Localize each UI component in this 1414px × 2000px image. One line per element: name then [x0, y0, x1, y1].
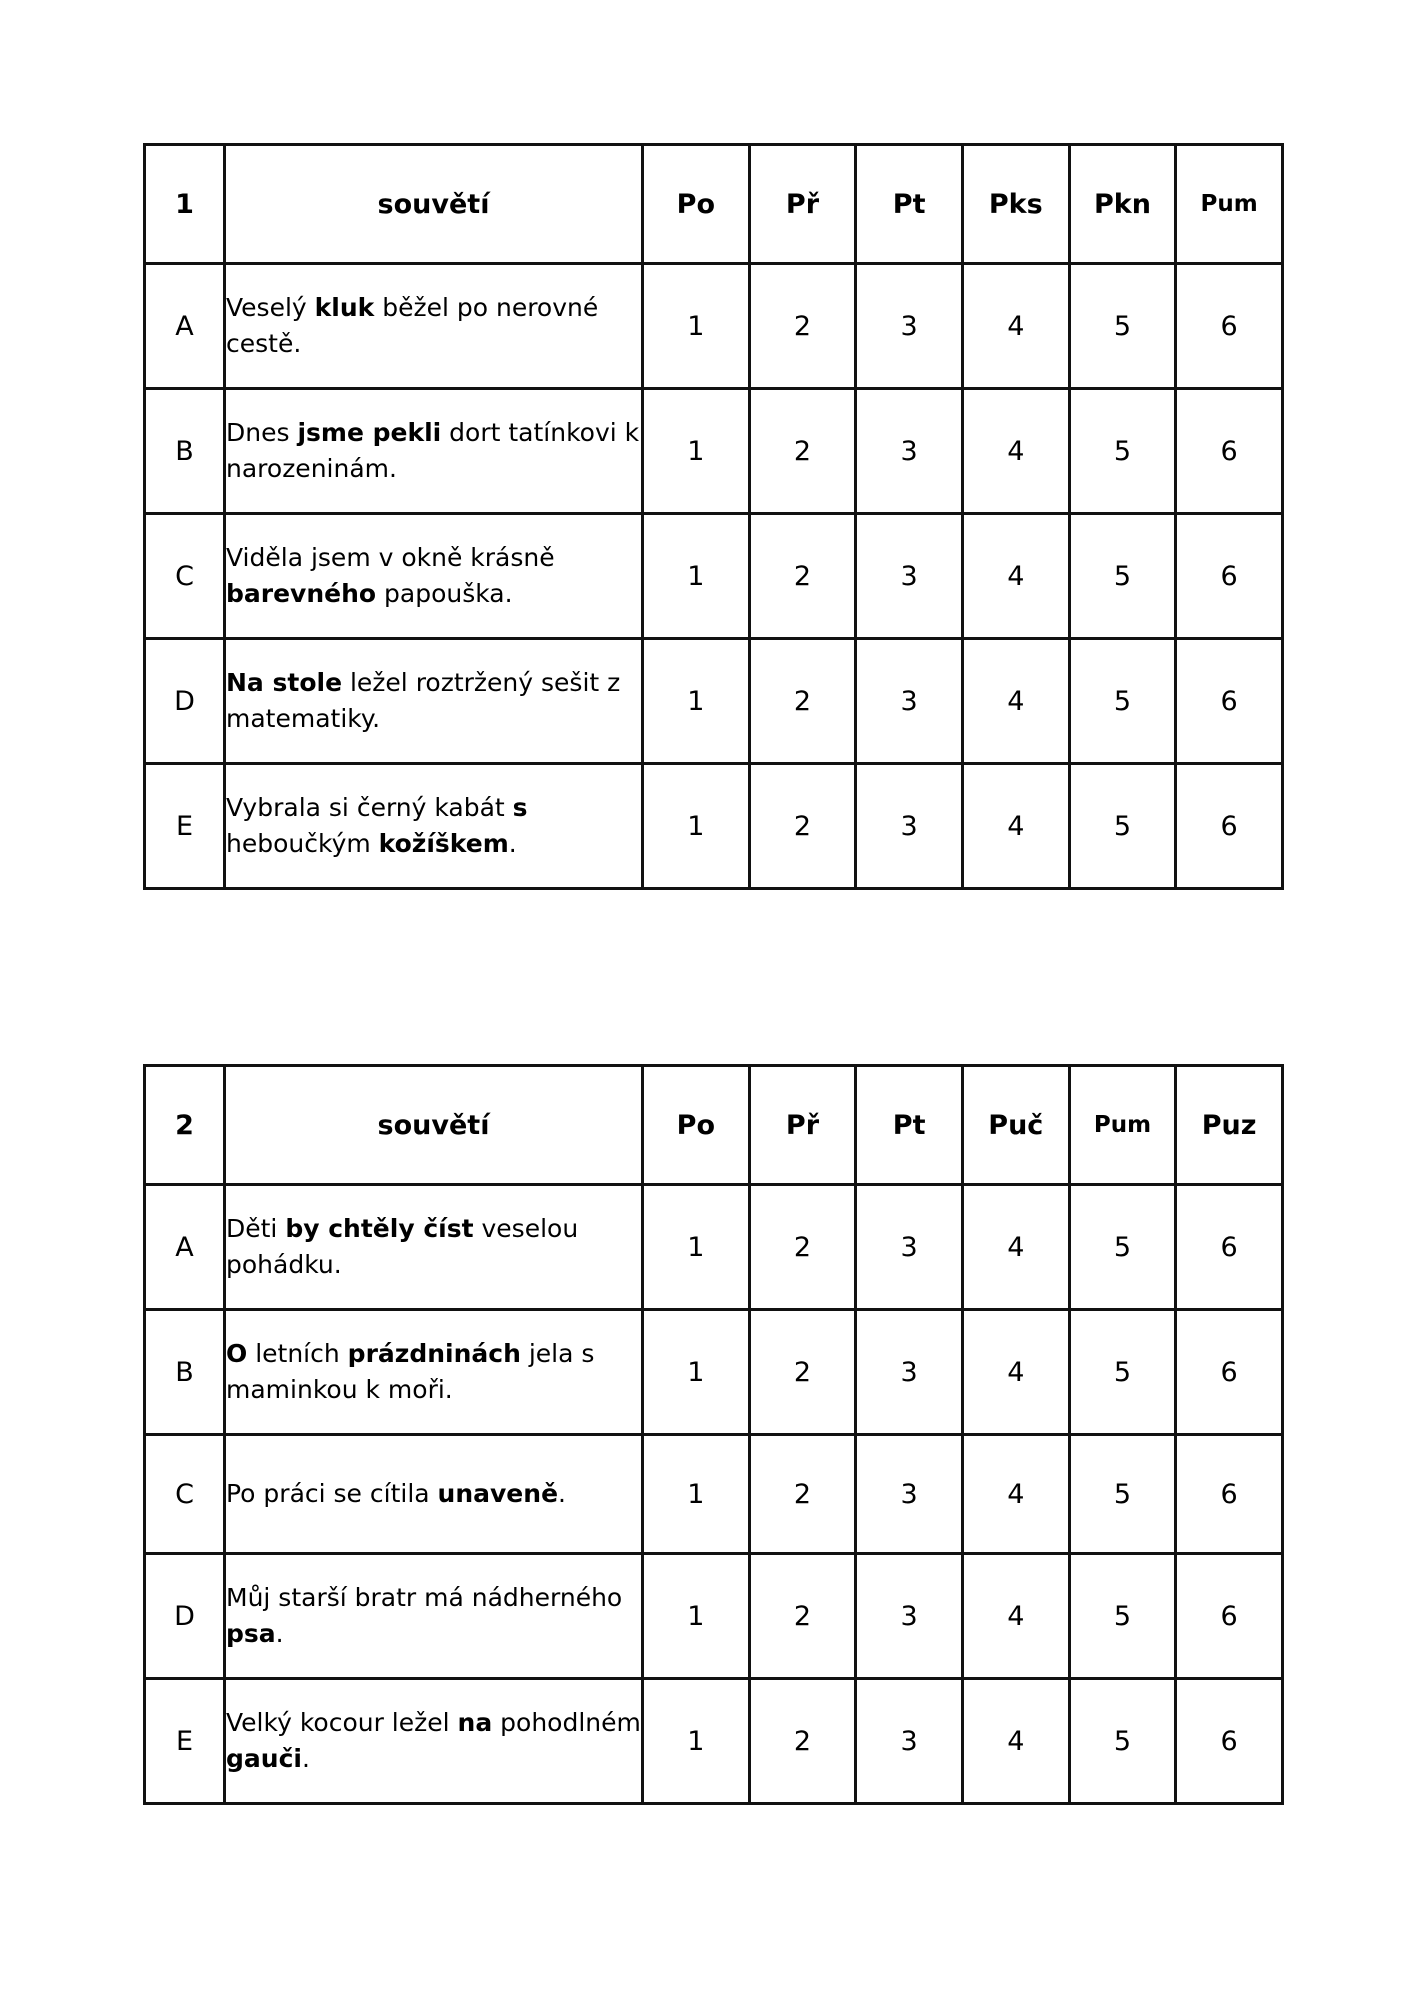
sentence-text: jela s maminkou k moři.	[226, 1339, 595, 1404]
highlighted-word: by chtěly číst	[285, 1214, 474, 1243]
table-row	[145, 389, 1283, 514]
highlighted-word: na	[457, 1708, 493, 1737]
sentence-text: veselou pohádku.	[226, 1214, 579, 1279]
sentence-cell	[225, 764, 643, 889]
option-number[interactable]: 1	[643, 639, 750, 764]
option-number[interactable]: 5	[1069, 1310, 1176, 1435]
row-letter: E	[145, 1679, 225, 1804]
option-number[interactable]: 3	[856, 639, 963, 764]
option-number[interactable]: 4	[962, 1435, 1069, 1554]
row-letter: D	[145, 639, 225, 764]
option-number[interactable]: 4	[962, 1185, 1069, 1310]
option-number[interactable]: 3	[856, 264, 963, 389]
sentence-text: Velký kocour ležel	[226, 1708, 458, 1737]
option-header: Pt	[856, 145, 963, 264]
option-number[interactable]: 6	[1176, 1435, 1283, 1554]
sentence-cell	[225, 1554, 643, 1679]
option-number[interactable]: 1	[643, 1185, 750, 1310]
option-number[interactable]: 2	[749, 264, 856, 389]
option-number[interactable]: 4	[962, 1310, 1069, 1435]
option-number[interactable]: 5	[1069, 1435, 1176, 1554]
option-header: Puč	[962, 1066, 1069, 1185]
row-letter: C	[145, 514, 225, 639]
sentence-text: letních	[247, 1339, 348, 1368]
table-row	[145, 1679, 1283, 1804]
sentence-text: .	[275, 1619, 284, 1648]
sentence-text: Po práci se cítila	[226, 1479, 438, 1508]
option-number[interactable]: 2	[749, 389, 856, 514]
option-number[interactable]: 5	[1069, 389, 1176, 514]
highlighted-word: barevného	[226, 579, 377, 608]
option-number[interactable]: 6	[1176, 1310, 1283, 1435]
table-row	[145, 1435, 1283, 1554]
sentence-cell	[225, 514, 643, 639]
option-number[interactable]: 1	[643, 1554, 750, 1679]
table-number: 2	[145, 1066, 225, 1185]
sentence-cell	[225, 639, 643, 764]
row-letter: A	[145, 1185, 225, 1310]
highlighted-word: Na stole	[226, 668, 343, 697]
sentence-text: .	[301, 1744, 310, 1773]
sentence-cell	[225, 264, 643, 389]
option-number[interactable]: 1	[643, 1679, 750, 1804]
option-number[interactable]: 6	[1176, 514, 1283, 639]
option-header: Pks	[962, 145, 1069, 264]
sentence-text: ležel roztržený sešit z matematiky.	[226, 668, 621, 733]
highlighted-word: prázdninách	[347, 1339, 521, 1368]
option-number[interactable]: 5	[1069, 264, 1176, 389]
table-number: 1	[145, 145, 225, 264]
sentence-cell	[225, 1185, 643, 1310]
sentence-text: pohodlném	[492, 1708, 641, 1737]
table-row	[145, 1310, 1283, 1435]
highlighted-word: jsme pekli	[297, 418, 442, 447]
option-number[interactable]: 4	[962, 1679, 1069, 1804]
option-number[interactable]: 6	[1176, 264, 1283, 389]
highlighted-word: O	[226, 1339, 248, 1368]
sentence-text: .	[508, 829, 517, 858]
option-number[interactable]: 2	[749, 1554, 856, 1679]
option-number[interactable]: 3	[856, 764, 963, 889]
header-row	[145, 1066, 1283, 1185]
option-number[interactable]: 4	[962, 389, 1069, 514]
sentence-text: běžel po nerovné cestě.	[226, 293, 599, 358]
option-number[interactable]: 1	[643, 1435, 750, 1554]
sentence-text: Viděla jsem v okně krásně	[226, 543, 555, 572]
option-number[interactable]: 5	[1069, 639, 1176, 764]
worksheet-table-2	[143, 1064, 1284, 1805]
option-number[interactable]: 5	[1069, 1185, 1176, 1310]
option-number[interactable]: 5	[1069, 1554, 1176, 1679]
option-header: Př	[749, 1066, 856, 1185]
option-number[interactable]: 1	[643, 1310, 750, 1435]
option-number[interactable]: 5	[1069, 514, 1176, 639]
row-letter: E	[145, 764, 225, 889]
highlighted-word: gauči	[226, 1744, 302, 1773]
table-row	[145, 764, 1283, 889]
option-header: Př	[749, 145, 856, 264]
option-header: Pum	[1069, 1066, 1176, 1185]
option-number[interactable]: 2	[749, 1435, 856, 1554]
option-number[interactable]: 1	[643, 764, 750, 889]
option-number[interactable]: 2	[749, 1679, 856, 1804]
option-number[interactable]: 5	[1069, 1679, 1176, 1804]
option-header: Po	[643, 145, 750, 264]
row-letter: B	[145, 389, 225, 514]
table-row	[145, 1554, 1283, 1679]
highlighted-word: s	[512, 793, 528, 822]
option-header: Pkn	[1069, 145, 1176, 264]
row-letter: A	[145, 264, 225, 389]
sentence-text: Děti	[226, 1214, 286, 1243]
option-number[interactable]: 3	[856, 514, 963, 639]
sentence-text: Veselý	[226, 293, 315, 322]
sentence-cell	[225, 1310, 643, 1435]
option-number[interactable]: 3	[856, 389, 963, 514]
option-number[interactable]: 3	[856, 1435, 963, 1554]
sentence-text: heboučkým	[226, 829, 379, 858]
option-number[interactable]: 6	[1176, 1185, 1283, 1310]
option-number[interactable]: 3	[856, 1679, 963, 1804]
sentence-cell	[225, 1679, 643, 1804]
row-letter: B	[145, 1310, 225, 1435]
option-number[interactable]: 2	[749, 1185, 856, 1310]
row-letter: D	[145, 1554, 225, 1679]
sentence-text: dort tatínkovi k narozeninám.	[226, 418, 640, 483]
sentence-text: .	[558, 1479, 566, 1508]
highlighted-word: kožíškem	[378, 829, 509, 858]
option-number[interactable]: 1	[643, 514, 750, 639]
option-number[interactable]: 4	[962, 764, 1069, 889]
option-number[interactable]: 2	[749, 514, 856, 639]
sentence-text: Dnes	[226, 418, 298, 447]
sentence-column-header: souvětí	[225, 1066, 643, 1185]
table-row	[145, 639, 1283, 764]
sentence-text: Vybrala si černý kabát	[226, 793, 513, 822]
option-header: Pum	[1176, 145, 1283, 264]
option-number[interactable]: 5	[1069, 764, 1176, 889]
option-number[interactable]: 4	[962, 264, 1069, 389]
option-header: Po	[643, 1066, 750, 1185]
option-number[interactable]: 3	[856, 1310, 963, 1435]
option-number[interactable]: 6	[1176, 1679, 1283, 1804]
table-row	[145, 1185, 1283, 1310]
option-header: Pt	[856, 1066, 963, 1185]
option-number[interactable]: 1	[643, 389, 750, 514]
option-number[interactable]: 2	[749, 764, 856, 889]
sentence-cell	[225, 389, 643, 514]
option-number[interactable]: 1	[643, 264, 750, 389]
option-number[interactable]: 6	[1176, 639, 1283, 764]
option-number[interactable]: 2	[749, 639, 856, 764]
highlighted-word: unaveně	[437, 1479, 559, 1508]
highlighted-word: kluk	[314, 293, 375, 322]
sentence-text: papouška.	[376, 579, 513, 608]
option-number[interactable]: 3	[856, 1185, 963, 1310]
worksheet-table-1	[143, 143, 1284, 890]
row-letter: C	[145, 1435, 225, 1554]
option-number[interactable]: 4	[962, 1554, 1069, 1679]
sentence-column-header: souvětí	[225, 145, 643, 264]
option-number[interactable]: 4	[962, 639, 1069, 764]
option-number[interactable]: 6	[1176, 389, 1283, 514]
table-row	[145, 264, 1283, 389]
option-number[interactable]: 6	[1176, 764, 1283, 889]
highlighted-word: psa	[226, 1619, 276, 1648]
sentence-text: Můj starší bratr má nádherného	[226, 1583, 623, 1612]
sentence-cell	[225, 1435, 643, 1554]
option-number[interactable]: 4	[962, 514, 1069, 639]
header-row	[145, 145, 1283, 264]
option-number[interactable]: 2	[749, 1310, 856, 1435]
option-number[interactable]: 3	[856, 1554, 963, 1679]
table-row	[145, 514, 1283, 639]
option-number[interactable]: 6	[1176, 1554, 1283, 1679]
option-header: Puz	[1176, 1066, 1283, 1185]
